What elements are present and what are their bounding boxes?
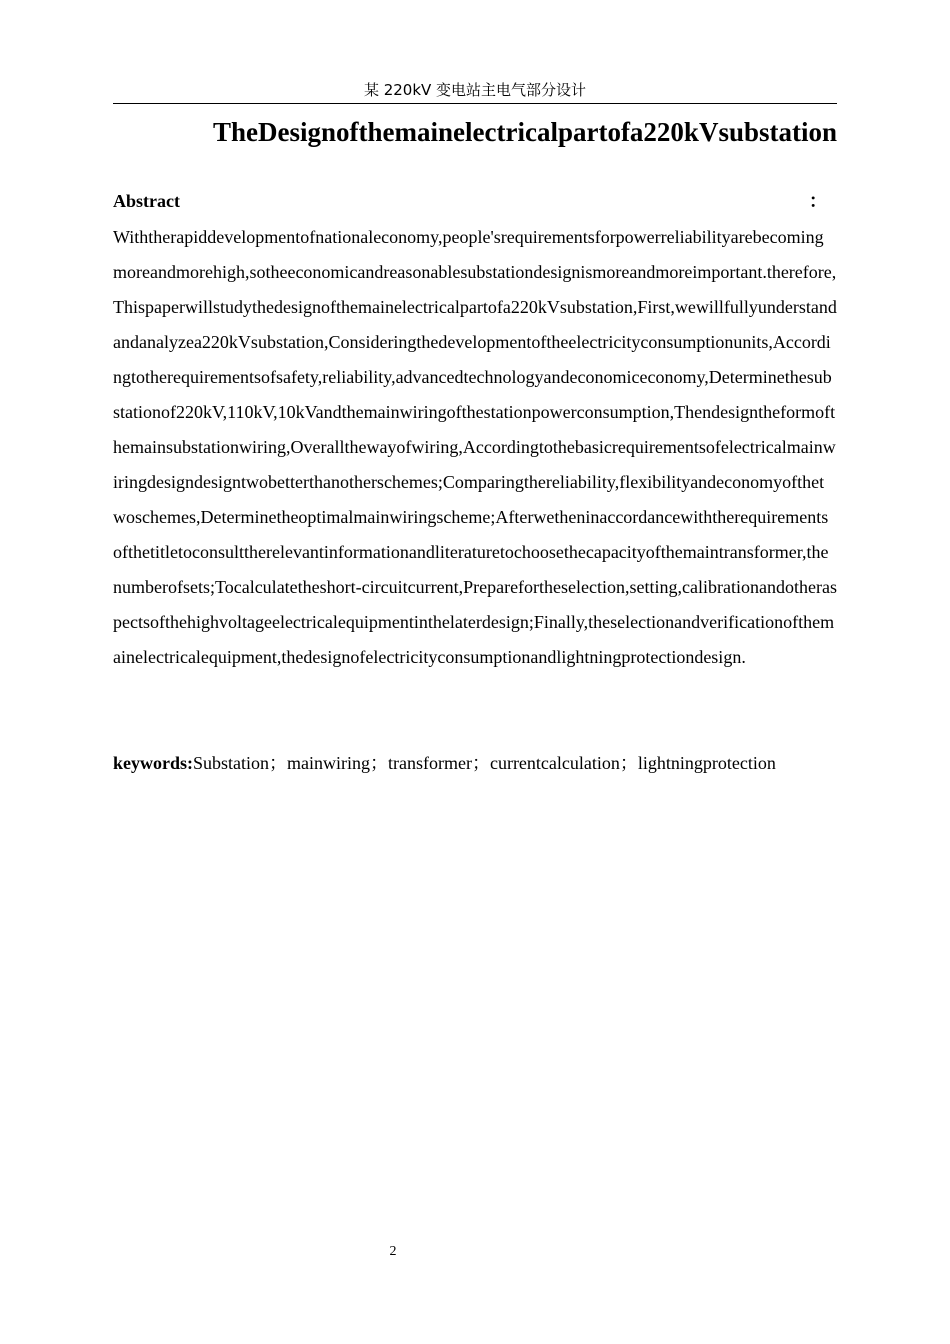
keywords-text: Substation；mainwiring；transformer；currentcalculation；lightningprotection xyxy=(193,753,776,773)
abstract-heading xyxy=(113,189,837,213)
abstract-colon: ： xyxy=(809,191,827,211)
abstract-label: Abstract xyxy=(113,191,180,211)
keywords-label: keywords: xyxy=(113,753,193,773)
header-divider xyxy=(113,103,837,104)
paper-title: TheDesignofthemainelectricalpartofa220kVsubstation xyxy=(213,117,837,147)
running-header: 某 220kV 变电站主电气部分设计 xyxy=(363,81,587,99)
page-number: 2 xyxy=(389,1244,397,1259)
keywords-line xyxy=(113,751,837,775)
abstract-body: Withtherapiddevelopmentofnationaleconomy,people'srequirementsforpowerreliabilityarebecomingmoreandmorehigh,sotheeconomicandreasonablesubstationdesignismoreandmoreimportant.therefore,Thispaperwillstudythedesignofthemainelectricalpartofa220kVsubstation,First,wewillfullyunderstandandanalyzea220kVsubstation,Consideringthedevelopmentoftheelectricityconsumptionunits,Accordingtotherequirementsofsafety,reliability,advancedtechnologyandeconomiceconomy,Determinethesubstationof220kV,110kV,10kVandthemainwiringofthestationpowerconsumption,Thendesigntheformofthemainsubstationwiring,Overallthewayofwiring,Accordingtothebasicrequirementsofelectricalmainwiringdesigndesigntwobetterthanotherschemes;Comparingthereliability,flexibilityandeconomyofthetwoschemes,Determinetheoptimalmainwiringscheme;Afterwetheninaccordancewiththerequirementsofthetitletoconsulttherelevantinformationandliteraturetochoosethecapacityofthemaintransformer,thenumberofsets;Tocalculatetheshort-circuitcurrent,Preparefortheselection,setting,calibrationandotheraspectsofthehighvoltageelectricalequipmentinthelaterdesign;Finally,theselectionandverificationofthemainelectricalequipment,thedesignofelectricityconsumptionandlightningprotectiondesign. xyxy=(113,227,837,667)
